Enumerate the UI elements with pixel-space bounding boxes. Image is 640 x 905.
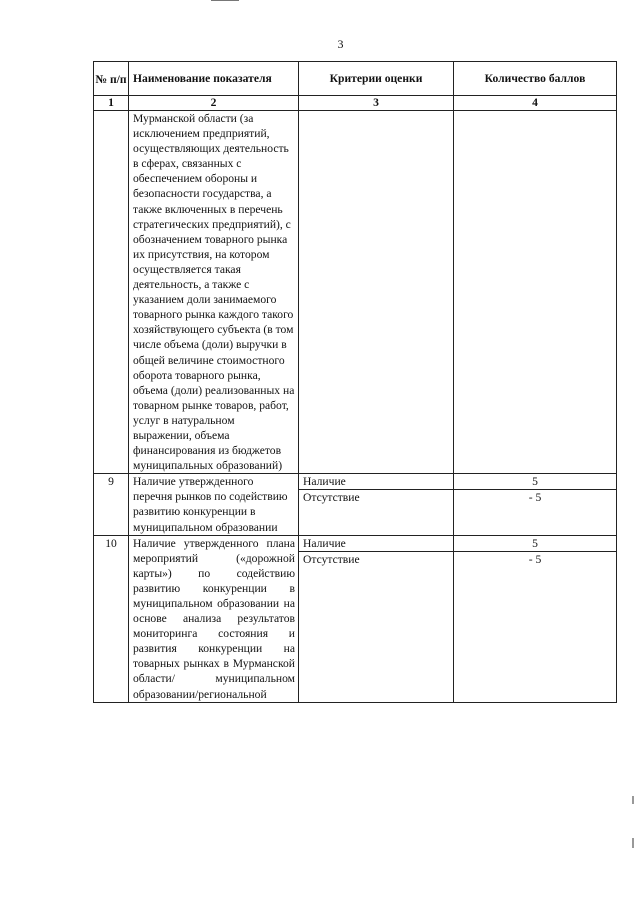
score-cell (454, 535, 617, 702)
criterion-present: Наличие (299, 536, 453, 552)
score-cell (454, 474, 617, 535)
criteria-cell (299, 474, 454, 535)
criterion-absent: Отсутствие (303, 552, 360, 566)
header-number: № п/п (94, 62, 129, 96)
page-number: 3 (337, 37, 344, 51)
score-absent: - 5 (528, 552, 542, 566)
indicator-cell (129, 111, 299, 474)
criteria-cell (299, 111, 454, 474)
header-indicator: Наименование показателя (129, 62, 299, 96)
header-criteria: Критерии оценки (299, 62, 454, 96)
criteria-table (93, 61, 617, 703)
header-score: Количество баллов (454, 62, 617, 96)
scan-mark (632, 796, 634, 804)
score-present: 5 (454, 474, 616, 490)
criterion-absent: Отсутствие (303, 491, 360, 505)
score-absent: - 5 (528, 491, 542, 505)
row-number (94, 111, 129, 474)
column-number: 2 (129, 96, 299, 111)
row-number: 9 (94, 474, 129, 535)
column-number: 1 (94, 96, 129, 111)
indicator-text: Наличие утвержденного перечня рынков по содействию развитию конкуренции в муниципальном образовании (133, 475, 288, 534)
table-row (94, 474, 617, 535)
column-number: 3 (299, 96, 454, 111)
score-cell (454, 111, 617, 474)
criterion-present: Наличие (299, 474, 453, 490)
table-header-row (94, 62, 617, 96)
indicator-text: Наличие утвержденного плана мероприятий («дорожной карты») по содействию развитию конкуренции в муниципальном образовании на основе анализа результатов мониторинга состояния и развития конкуренции на товарных рынках в Мурманской области/ муниципальном образовании/региональной (133, 536, 295, 701)
indicator-cell (129, 474, 299, 535)
column-number-row (94, 96, 617, 111)
indicator-cell (129, 535, 299, 702)
table-row (94, 111, 617, 474)
scan-mark (632, 838, 634, 848)
table-row (94, 535, 617, 702)
scan-mark (211, 0, 239, 1)
row-number: 10 (94, 535, 129, 702)
score-present: 5 (454, 536, 616, 552)
criteria-cell (299, 535, 454, 702)
column-number: 4 (454, 96, 617, 111)
indicator-text: Мурманской области (за исключением предприятий, осуществляющих деятельность в сферах, связанных с обеспечением обороны и безопасности государства, а также включенных в перечень стратегических предприятий), с обозначением товарного рынка их присутствия, на котором осуществляется такая деятельность, а также с указанием доли занимаемого товарного рынка каждого такого хозяйствующего субъекта (в том числе объема (доли) выручки в общей величине стоимостного оборота товарного рынка, объема (доли) реализованных на товарном рынке товаров, работ, услуг в натуральном выражении, объема финансирования из бюджетов муниципальных образований) (133, 112, 295, 473)
